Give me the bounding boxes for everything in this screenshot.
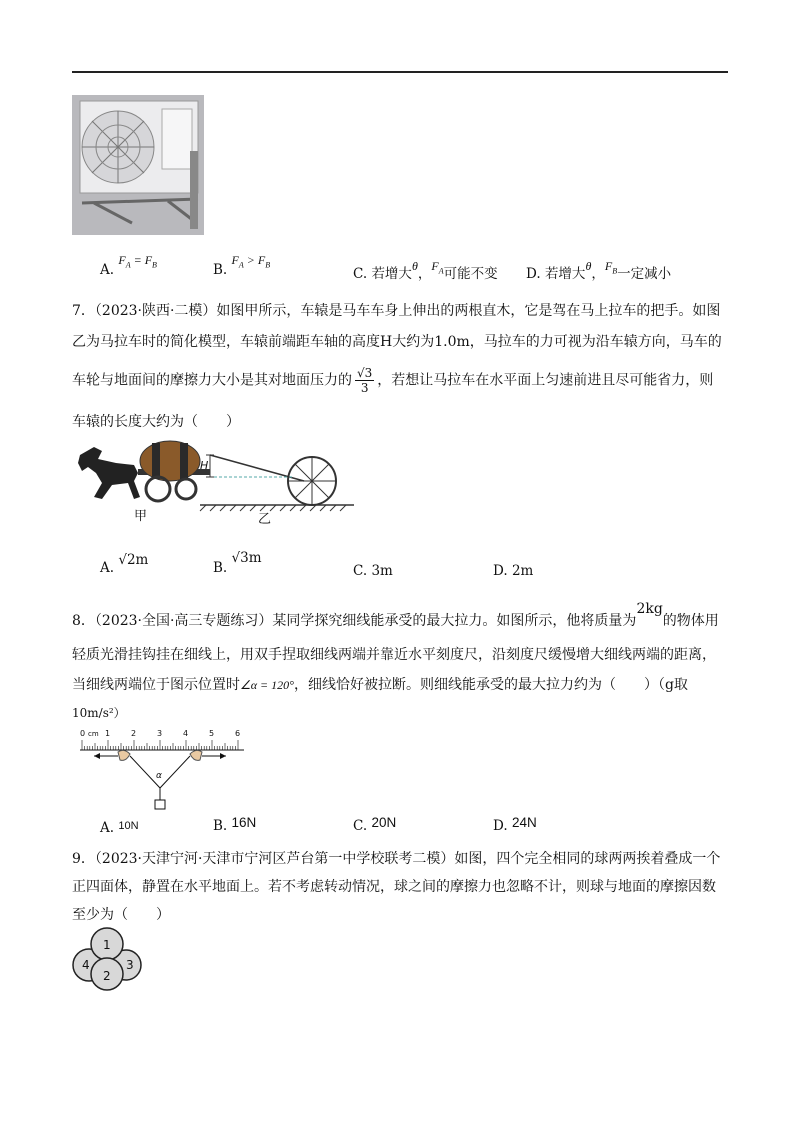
- q6-option-a-formula: $F_A = F_B$: [118, 253, 157, 270]
- svg-text:cm: cm: [88, 730, 99, 738]
- q8-line-4: 10m/s²）: [72, 706, 126, 720]
- q7-option-d[interactable]: D. 2m: [493, 563, 534, 579]
- q7-option-c[interactable]: C. 3m: [353, 563, 393, 579]
- q8-option-b[interactable]: B. 16N: [213, 815, 257, 834]
- q6-option-b-formula: $F_A > F_B$: [231, 253, 271, 270]
- q8-line-3: 当细线两端位于图示位置时∠α = 120°，细线恰好被拉断。则细线能承受的最大拉力约为（ ）（g取: [72, 677, 688, 693]
- ball-1-label: 1: [103, 938, 111, 952]
- svg-text:0: 0: [80, 729, 86, 738]
- svg-text:2: 2: [131, 729, 137, 738]
- q8-line-1: 8．（2023·全国·高三专题练习）某同学探究细线能承受的最大拉力。如图所示，他将质量为2kg的物体用: [72, 601, 719, 629]
- air-conditioner-image: [72, 95, 204, 235]
- ball-4-label: 4: [82, 958, 90, 972]
- q6-option-d[interactable]: D. 若增大θ，$F_B$一定减小: [526, 259, 672, 282]
- h-label: H: [200, 459, 209, 472]
- svg-text:5: 5: [209, 729, 215, 738]
- q7-figure: [72, 437, 372, 529]
- option-letter: B.: [213, 262, 228, 278]
- svg-text:1: 1: [105, 729, 111, 738]
- q6-option-c[interactable]: C. 若增大θ，$F_A$可能不变: [353, 259, 498, 282]
- q9-balls-figure: [72, 926, 144, 992]
- svg-text:4: 4: [183, 729, 189, 738]
- header-rule: [72, 71, 728, 73]
- q9-line-2: 正四面体，静置在水平地面上。若不考虑转动情况，球之间的摩擦力也忽略不计，则球与地面的摩擦因数: [72, 879, 716, 895]
- q8-option-d[interactable]: D. 24N: [493, 815, 537, 834]
- q9-line-3: 至少为（ ）: [72, 907, 170, 923]
- q8-ruler-figure: [78, 726, 248, 812]
- figure-label-yi: 乙: [258, 512, 272, 527]
- q6-option-b[interactable]: [213, 253, 271, 279]
- q9-line-1: 9．（2023·天津宁河·天津市宁河区芦台第一中学校联考二模）如图，四个完全相同的球两两挨着叠成一个: [72, 851, 721, 867]
- q7-line-1: 7．（2023·陕西·二模）如图甲所示，车辕是马车车身上伸出的两根直木，它是驾在马上拉车的把手。如图: [72, 303, 721, 319]
- q7-line-4: 车辕的长度大约为（ ）: [72, 414, 240, 430]
- figure-label-jia: 甲: [134, 509, 148, 524]
- q7-line-2: 乙为马拉车时的简化模型，车辕前端距车轴的高度H大约为1.0m，马拉车的力可视为沿车辕方向，马车的: [72, 334, 722, 350]
- q8-option-a[interactable]: A. $^{10N}$: [100, 820, 139, 836]
- q7-option-a[interactable]: A. √2m: [100, 552, 149, 576]
- ball-3-label: 3: [126, 958, 134, 972]
- svg-text:6: 6: [235, 729, 241, 738]
- ball-2-label: 2: [103, 969, 111, 983]
- q7-line-3: 车轮与地面间的摩擦力大小是其对地面压力的 $\frac{√3}{3}$ ，若想让马拉车在水平面上匀速前进且尽可能省力，则: [72, 366, 714, 395]
- svg-text:3: 3: [157, 729, 163, 738]
- q8-option-c[interactable]: C. 20N: [353, 815, 397, 834]
- alpha-label: α: [156, 771, 162, 781]
- q6-option-a[interactable]: [100, 253, 157, 279]
- fraction: $\frac{√3}{3}$: [357, 366, 373, 395]
- q7-option-b[interactable]: B. √3m: [213, 550, 262, 576]
- q8-line-2: 轻质光滑挂钩挂在细线上，用双手捏取细线两端并靠近水平刻度尺，沿刻度尺缓慢增大细线两端的距离，: [72, 647, 716, 663]
- option-letter: A.: [100, 262, 115, 278]
